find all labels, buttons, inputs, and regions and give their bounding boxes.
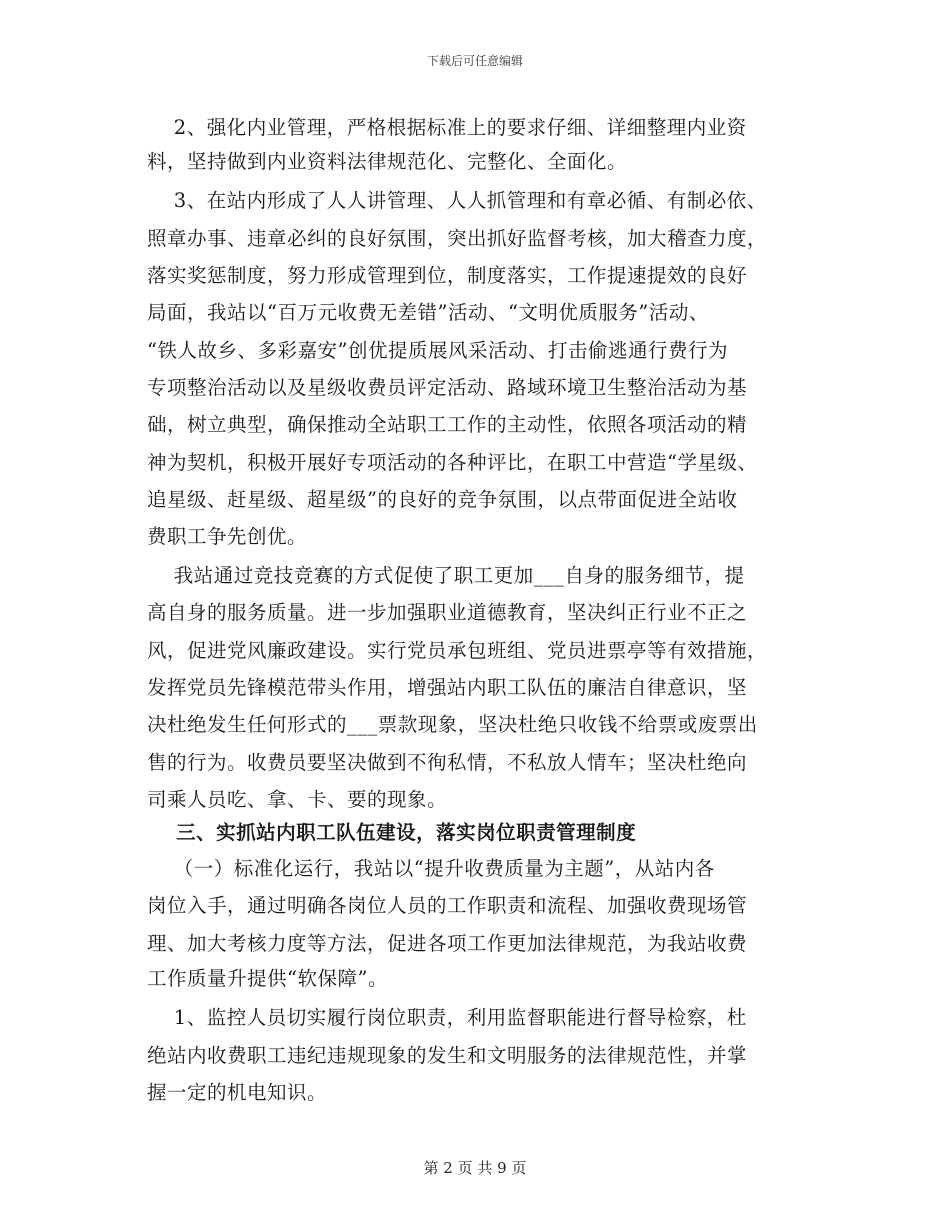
body-line: 岗位入手，通过明确各岗位人员的工作职责和流程、加强收费现场管 [147,894,748,917]
body-line: 风，促进党风廉政建设。实行党员承包班组、党员进票亭等有效措施， [147,639,768,662]
body-line: 局面，我站以“百万元收费无差错”活动、“文明优质服务”活动、 [147,301,709,324]
body-line: 3、在站内形成了人人讲管理、人人抓管理和有章必循、有制必依、 [147,189,767,212]
body-line: （一）标准化运行，我站以“提升收费质量为主题”，从站内各 [147,857,715,880]
body-line: 理、加大考核力度等方法，促进各项工作更加法律规范，为我站收费 [147,932,748,955]
body-line: 决杜绝发生任何形式的___票款现象，坚决杜绝只收钱不给票或废票出 [147,713,758,736]
section-heading: 三、实抓站内职工队伍建设，落实岗位职责管理制度 [147,821,637,844]
body-line: 础，树立典型，确保推动全站职工工作的主动性，依照各项活动的精 [147,413,748,436]
body-line: 司乘人员吃、拿、卡、要的现象。 [147,788,448,811]
body-line: “铁人故乡、多彩嘉安”创优提质展风采活动、打击偷逃通行费行为 [147,339,728,362]
body-line: 发挥党员先锋模范带头作用，增强站内职工队伍的廉洁自律意识，坚 [147,676,748,699]
body-line: 照章办事、违章必纠的良好氛围，突出抓好监督考核，加大稽查力度， [147,227,768,250]
body-line: 2、强化内业管理，严格根据标准上的要求仔细、详细整理内业资 [147,116,747,139]
body-line: 神为契机，积极开展好专项活动的各种评比，在职工中营造“学星级、 [147,451,758,474]
page-header: 下载后可任意编辑 [426,54,523,68]
body-line: 工作质量升提供“软保障”。 [147,967,388,990]
body-line: 售的行为。收费员要坚决做到不徇私情，不私放人情车；坚决杜绝向 [147,751,748,774]
body-line: 握一定的机电知识。 [147,1081,328,1104]
body-line: 费职工争先创优。 [147,525,308,548]
page-footer: 第 2 页 共 9 页 [423,1159,527,1177]
body-line: 绝站内收费职工违纪违规现象的发生和文明服务的法律规范性，并掌 [147,1044,748,1067]
body-line: 专项整治活动以及星级收费员评定活动、路域环境卫生整治活动为基 [147,376,748,399]
body-line: 追星级、赶星级、超星级”的良好的竞争氛围，以点带面促进全站收 [147,488,738,511]
body-line: 高自身的服务质量。进一步加强职业道德教育，坚决纠正行业不正之 [147,601,748,624]
body-line: 我站通过竞技竞赛的方式促使了职工更加___自身的服务细节，提 [147,564,745,587]
body-line: 1、监控人员切实履行岗位职责，利用监督职能进行督导检察，杜 [147,1006,747,1029]
body-line: 料，坚持做到内业资料法律规范化、完整化、全面化。 [147,150,628,173]
body-line: 落实奖惩制度，努力形成管理到位，制度落实，工作提速提效的良好 [147,264,748,287]
